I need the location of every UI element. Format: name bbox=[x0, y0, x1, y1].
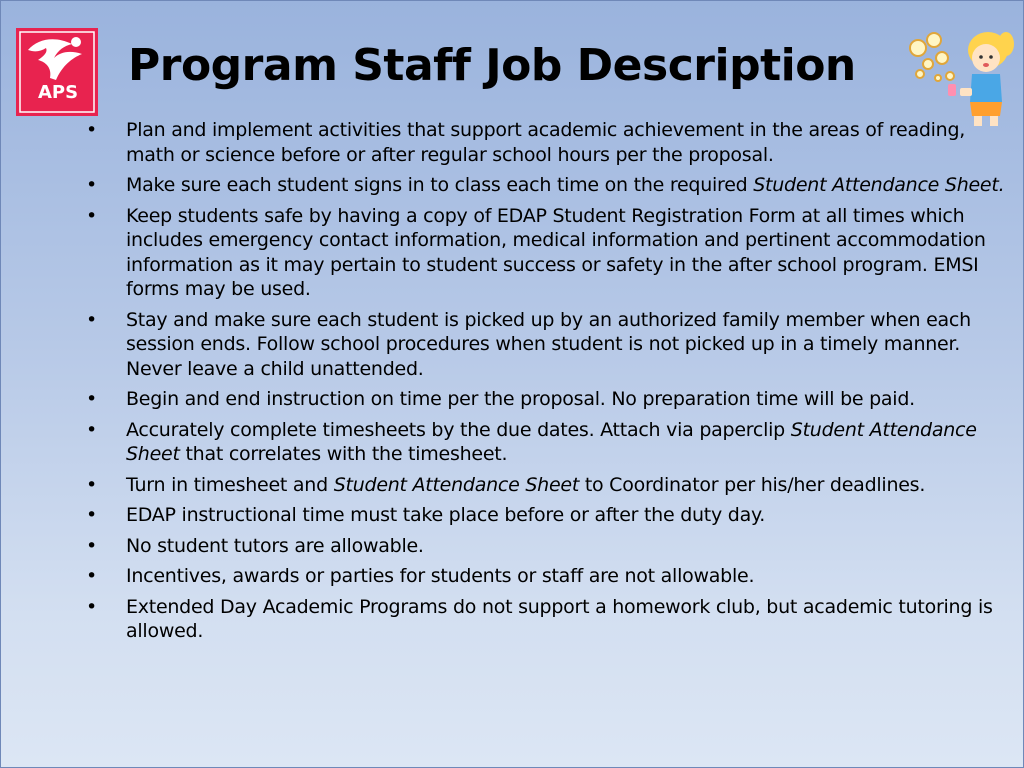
bullet-item: • Begin and end instruction on time per the proposal. No preparation time will be paid. bbox=[86, 387, 1010, 412]
logo-text: APS bbox=[38, 82, 79, 103]
bullet-item: • No student tutors are allowable. bbox=[86, 534, 1010, 559]
bullet-item: • Make sure each student signs in to class each time on the required Student Attendance Sheet. bbox=[86, 173, 1010, 198]
bullet-item: • Keep students safe by having a copy of EDAP Student Registration Form at all times which includes emergency contact information, medical information and pertinent accommodation information as it may pertain to student success or safety in the after school program. EMSI forms may be used. bbox=[86, 204, 1010, 302]
bullet-item: • Turn in timesheet and Student Attendance Sheet to Coordinator per his/her deadlines. bbox=[86, 473, 1010, 498]
bullet-item: • EDAP instructional time must take place before or after the duty day. bbox=[86, 503, 1010, 528]
bullet-item: • Accurately complete timesheets by the due dates. Attach via paperclip Student Attendance Sheet that correlates with the timesheet. bbox=[86, 418, 1010, 467]
bullet-item: • Plan and implement activities that support academic achievement in the areas of reading, math or science before or after regular school hours per the proposal. bbox=[86, 118, 1010, 167]
bullet-item: • Stay and make sure each student is picked up by an authorized family member when each session ends. Follow school procedures when student is not picked up in a timely manner. Never leave a child unattended. bbox=[86, 308, 1010, 382]
bullet-item: • Extended Day Academic Programs do not support a homework club, but academic tutoring is allowed. bbox=[86, 595, 1010, 644]
bullet-list bbox=[86, 118, 1010, 650]
bullet-item: • Incentives, awards or parties for students or staff are not allowable. bbox=[86, 564, 1010, 589]
girl-bubbles-clipart bbox=[906, 26, 1024, 130]
aps-logo bbox=[16, 28, 98, 116]
slide-title: Program Staff Job Description bbox=[128, 40, 856, 91]
